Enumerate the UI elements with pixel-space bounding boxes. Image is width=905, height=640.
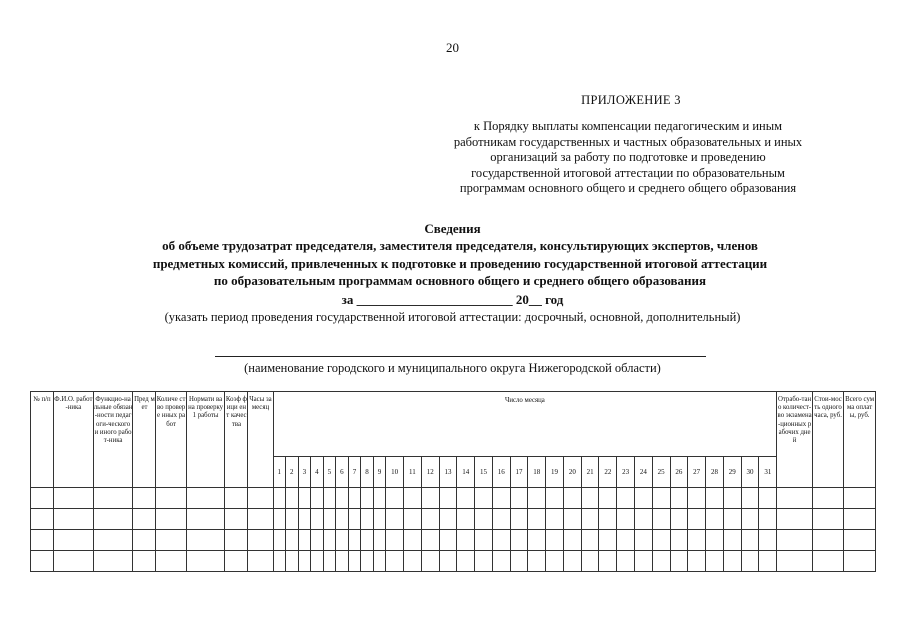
col-header-number: № п/п — [31, 392, 54, 488]
report-subtitle — [60, 237, 860, 290]
table-cell[interactable] — [599, 551, 617, 572]
col-header-count: Количе ство провере нных работ — [156, 392, 186, 488]
day-header: 28 — [706, 457, 724, 488]
table-cell[interactable] — [741, 488, 759, 509]
table-cell[interactable] — [688, 551, 706, 572]
day-header: 19 — [546, 457, 564, 488]
col-header-total: Всего сумма оплаты, руб. — [844, 392, 876, 488]
col-header-norm: Нормати ва на проверку 1 работы — [186, 392, 225, 488]
day-header: 5 — [323, 457, 336, 488]
day-header: 12 — [421, 457, 439, 488]
table-cell[interactable] — [844, 509, 876, 530]
table-cell[interactable] — [298, 530, 311, 551]
report-subtitle-line: по образовательным программам основного общего и среднего общего образования — [213, 273, 707, 288]
table-cell[interactable] — [581, 488, 599, 509]
table-cell[interactable] — [248, 551, 273, 572]
table-cell[interactable] — [348, 488, 361, 509]
table-cell[interactable] — [492, 509, 510, 530]
table-cell[interactable] — [323, 530, 336, 551]
table-cell[interactable] — [741, 509, 759, 530]
table-cell[interactable] — [581, 530, 599, 551]
table-cell[interactable] — [652, 530, 670, 551]
table-cell[interactable] — [563, 509, 581, 530]
table-cell[interactable] — [546, 488, 564, 509]
table-cell[interactable] — [457, 509, 475, 530]
table-cell[interactable] — [492, 551, 510, 572]
table-cell[interactable] — [457, 551, 475, 572]
table-cell[interactable] — [386, 551, 404, 572]
table-cell[interactable] — [510, 551, 528, 572]
table-cell[interactable] — [421, 509, 439, 530]
table-cell[interactable] — [475, 509, 493, 530]
table-cell[interactable] — [439, 488, 457, 509]
day-header: 24 — [635, 457, 653, 488]
table-cell[interactable] — [741, 530, 759, 551]
table-cell[interactable] — [248, 488, 273, 509]
table-cell[interactable] — [298, 551, 311, 572]
table-cell[interactable] — [546, 509, 564, 530]
day-header: 15 — [475, 457, 493, 488]
table-cell[interactable] — [54, 530, 94, 551]
table-cell[interactable] — [54, 551, 94, 572]
col-header-hours: Часы за месяц — [248, 392, 273, 488]
report-subtitle-line: предметных комиссий, привлеченных к подготовке и проведению государственной итоговой аттестации — [152, 255, 768, 271]
table-cell[interactable] — [812, 509, 843, 530]
table-cell[interactable] — [273, 530, 286, 551]
day-header: 16 — [492, 457, 510, 488]
col-header-worked-days: Отрабо-тано количест-во экзамена-ционных рабочих дней — [777, 392, 813, 488]
col-header-subject: Пред мет — [133, 392, 156, 488]
table-cell[interactable] — [688, 509, 706, 530]
table-cell[interactable] — [386, 509, 404, 530]
table-cell[interactable] — [225, 509, 248, 530]
table-cell[interactable] — [599, 530, 617, 551]
day-header: 8 — [361, 457, 374, 488]
table-cell[interactable] — [361, 530, 374, 551]
table-cell[interactable] — [670, 509, 688, 530]
table-cell[interactable] — [225, 551, 248, 572]
table-cell[interactable] — [777, 530, 813, 551]
table-cell[interactable] — [475, 551, 493, 572]
table-cell[interactable] — [439, 509, 457, 530]
report-period: за ________________________ 20__ год — [341, 292, 564, 307]
table-cell[interactable] — [156, 551, 186, 572]
col-header-hour-rate: Стои-мость одного часа, руб. — [812, 392, 843, 488]
table-cell[interactable] — [670, 488, 688, 509]
table-cell[interactable] — [528, 551, 546, 572]
table-cell[interactable] — [617, 530, 635, 551]
table-cell[interactable] — [670, 530, 688, 551]
table-cell[interactable] — [635, 509, 653, 530]
appendix-line: организаций за работу по подготовке и проведению — [490, 150, 766, 165]
table-cell[interactable] — [93, 551, 133, 572]
timesheet-table — [30, 391, 876, 572]
table-cell[interactable] — [510, 509, 528, 530]
table-cell[interactable] — [404, 551, 422, 572]
table-cell[interactable] — [31, 509, 54, 530]
table-cell[interactable] — [361, 488, 374, 509]
table-cell[interactable] — [812, 551, 843, 572]
table-cell[interactable] — [286, 488, 299, 509]
table-cell[interactable] — [273, 551, 286, 572]
table-cell[interactable] — [617, 509, 635, 530]
day-header: 25 — [652, 457, 670, 488]
table-cell[interactable] — [706, 530, 724, 551]
table-cell[interactable] — [323, 509, 336, 530]
day-header: 4 — [311, 457, 324, 488]
table-cell[interactable] — [404, 530, 422, 551]
table-cell[interactable] — [311, 551, 324, 572]
table-cell[interactable] — [93, 488, 133, 509]
table-cell[interactable] — [439, 530, 457, 551]
table-cell[interactable] — [386, 488, 404, 509]
day-header: 23 — [617, 457, 635, 488]
table-cell[interactable] — [457, 488, 475, 509]
table-cell[interactable] — [186, 530, 225, 551]
appendix-title: ПРИЛОЖЕНИЕ 3 — [581, 93, 681, 107]
day-header: 14 — [457, 457, 475, 488]
table-cell[interactable] — [723, 530, 741, 551]
table-cell[interactable] — [54, 488, 94, 509]
col-header-days: Число месяца — [273, 392, 777, 457]
table-cell[interactable] — [635, 551, 653, 572]
table-cell[interactable] — [475, 530, 493, 551]
table-cell[interactable] — [599, 488, 617, 509]
table-cell[interactable] — [635, 530, 653, 551]
day-header: 18 — [528, 457, 546, 488]
table-cell[interactable] — [617, 551, 635, 572]
table-cell[interactable] — [361, 551, 374, 572]
table-cell[interactable] — [248, 530, 273, 551]
day-header: 20 — [563, 457, 581, 488]
table-cell[interactable] — [581, 509, 599, 530]
appendix-description — [412, 119, 844, 197]
table-cell[interactable] — [361, 509, 374, 530]
table-cell[interactable] — [475, 488, 493, 509]
table-cell[interactable] — [311, 530, 324, 551]
table-cell[interactable] — [373, 530, 386, 551]
table-cell[interactable] — [812, 530, 843, 551]
day-header: 11 — [404, 457, 422, 488]
table-cell[interactable] — [336, 488, 349, 509]
table-cell[interactable] — [404, 509, 422, 530]
table-cell[interactable] — [421, 488, 439, 509]
report-title: Сведения — [424, 221, 481, 236]
table-cell[interactable] — [133, 509, 156, 530]
table-cell[interactable] — [373, 551, 386, 572]
table-cell[interactable] — [652, 551, 670, 572]
day-header: 26 — [670, 457, 688, 488]
table-row — [31, 509, 876, 530]
table-cell[interactable] — [93, 509, 133, 530]
table-cell[interactable] — [563, 488, 581, 509]
table-cell[interactable] — [421, 530, 439, 551]
table-cell[interactable] — [31, 551, 54, 572]
table-cell[interactable] — [510, 530, 528, 551]
table-cell[interactable] — [759, 509, 777, 530]
day-header: 10 — [386, 457, 404, 488]
table-row — [31, 530, 876, 551]
table-cell[interactable] — [156, 488, 186, 509]
table-cell[interactable] — [759, 488, 777, 509]
table-cell[interactable] — [336, 551, 349, 572]
table-cell[interactable] — [311, 488, 324, 509]
table-cell[interactable] — [652, 509, 670, 530]
table-cell[interactable] — [723, 488, 741, 509]
appendix-line: государственной итоговой аттестации по образовательным — [471, 165, 785, 180]
table-cell[interactable] — [457, 530, 475, 551]
table-cell[interactable] — [248, 509, 273, 530]
region-caption: (наименование городского и муниципального округа Нижегородской области) — [244, 361, 661, 375]
day-header: 6 — [336, 457, 349, 488]
table-cell[interactable] — [273, 509, 286, 530]
table-cell[interactable] — [670, 551, 688, 572]
day-header: 2 — [286, 457, 299, 488]
day-header: 22 — [599, 457, 617, 488]
table-cell[interactable] — [652, 488, 670, 509]
table-cell[interactable] — [706, 551, 724, 572]
table-cell[interactable] — [688, 488, 706, 509]
page-number: 20 — [446, 40, 459, 55]
table-cell[interactable] — [439, 551, 457, 572]
table-row — [31, 488, 876, 509]
col-header-coef: Коэф фици ент качес тва — [225, 392, 248, 488]
table-cell[interactable] — [844, 551, 876, 572]
table-cell[interactable] — [133, 488, 156, 509]
table-cell[interactable] — [323, 488, 336, 509]
table-cell[interactable] — [599, 509, 617, 530]
report-period-hint: (указать период проведения государственной итоговой аттестации: досрочный, основной, дополнительный) — [164, 310, 741, 324]
table-cell[interactable] — [741, 551, 759, 572]
table-cell[interactable] — [348, 509, 361, 530]
table-cell[interactable] — [286, 551, 299, 572]
day-header: 3 — [298, 457, 311, 488]
table-cell[interactable] — [186, 509, 225, 530]
col-header-role: Функцио-нальные обязан-ности педагоги-ческого и иного работ-ника — [93, 392, 133, 488]
table-cell[interactable] — [133, 530, 156, 551]
table-cell[interactable] — [404, 488, 422, 509]
table-cell[interactable] — [286, 509, 299, 530]
table-cell[interactable] — [563, 530, 581, 551]
appendix-line: работникам государственных и частных образовательных и иных — [453, 134, 803, 149]
table-cell[interactable] — [777, 551, 813, 572]
report-subtitle-line: об объеме трудозатрат председателя, заместителя председателя, консультирующих экспертов, членов — [162, 238, 758, 253]
table-cell[interactable] — [186, 488, 225, 509]
table-cell[interactable] — [298, 488, 311, 509]
day-header: 27 — [688, 457, 706, 488]
table-cell[interactable] — [348, 530, 361, 551]
table-cell[interactable] — [777, 509, 813, 530]
table-cell[interactable] — [225, 530, 248, 551]
table-cell[interactable] — [759, 551, 777, 572]
table-cell[interactable] — [812, 488, 843, 509]
table-cell[interactable] — [492, 530, 510, 551]
day-header: 9 — [373, 457, 386, 488]
table-cell[interactable] — [688, 530, 706, 551]
table-cell[interactable] — [186, 551, 225, 572]
table-cell[interactable] — [133, 551, 156, 572]
table-cell[interactable] — [510, 488, 528, 509]
table-cell[interactable] — [323, 551, 336, 572]
table-cell[interactable] — [528, 530, 546, 551]
table-cell[interactable] — [298, 509, 311, 530]
table-row — [31, 551, 876, 572]
table-cell[interactable] — [93, 530, 133, 551]
table-cell[interactable] — [156, 530, 186, 551]
table-cell[interactable] — [706, 488, 724, 509]
day-header: 1 — [273, 457, 286, 488]
table-cell[interactable] — [286, 530, 299, 551]
day-header: 21 — [581, 457, 599, 488]
col-header-name: Ф.И.О. работ-ника — [54, 392, 94, 488]
table-cell[interactable] — [528, 509, 546, 530]
table-cell[interactable] — [546, 530, 564, 551]
day-header: 30 — [741, 457, 759, 488]
table-cell[interactable] — [546, 551, 564, 572]
day-header: 31 — [759, 457, 777, 488]
table-cell[interactable] — [492, 488, 510, 509]
table-cell[interactable] — [31, 530, 54, 551]
table-cell[interactable] — [844, 530, 876, 551]
table-cell[interactable] — [373, 488, 386, 509]
table-cell[interactable] — [225, 488, 248, 509]
table-cell[interactable] — [311, 509, 324, 530]
table-cell[interactable] — [54, 509, 94, 530]
region-fill-line — [215, 356, 706, 357]
table-cell[interactable] — [31, 488, 54, 509]
day-header: 17 — [510, 457, 528, 488]
day-header: 29 — [723, 457, 741, 488]
table-cell[interactable] — [273, 488, 286, 509]
table-cell[interactable] — [844, 488, 876, 509]
appendix-line: к Порядку выплаты компенсации педагогическим и иным — [473, 119, 783, 133]
day-header: 7 — [348, 457, 361, 488]
day-header: 13 — [439, 457, 457, 488]
table-cell[interactable] — [528, 488, 546, 509]
table-cell[interactable] — [386, 530, 404, 551]
table-cell[interactable] — [421, 551, 439, 572]
table-cell[interactable] — [706, 509, 724, 530]
table-cell[interactable] — [777, 488, 813, 509]
table-cell[interactable] — [156, 509, 186, 530]
table-cell[interactable] — [723, 509, 741, 530]
table-cell[interactable] — [563, 551, 581, 572]
table-cell[interactable] — [373, 509, 386, 530]
appendix-line: программам основного общего и среднего общего образования — [459, 181, 797, 196]
table-cell[interactable] — [581, 551, 599, 572]
table-cell[interactable] — [635, 488, 653, 509]
table-cell[interactable] — [759, 530, 777, 551]
table-cell[interactable] — [348, 551, 361, 572]
table-cell[interactable] — [336, 530, 349, 551]
table-cell[interactable] — [723, 551, 741, 572]
table-cell[interactable] — [336, 509, 349, 530]
table-cell[interactable] — [617, 488, 635, 509]
